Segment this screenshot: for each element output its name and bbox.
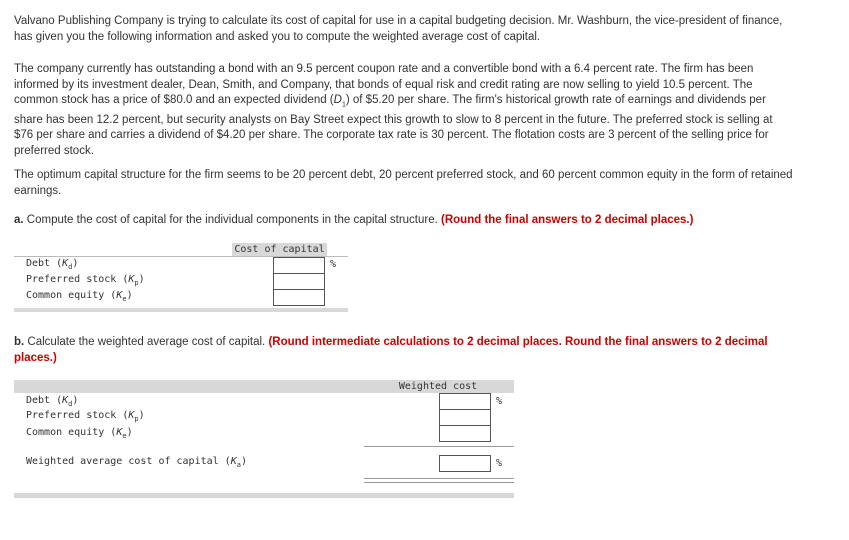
equity-weighted-input[interactable] — [439, 425, 491, 442]
part-a-letter: a. — [14, 214, 24, 226]
facts-text-b: ) of $5.20 per share. The firm's historical growth rate of earnings and dividends per share has been 12.2 percent, but security analysts on Bay Street expect this growth to slow to 8 percent in the future. The preferred stock is selling at $76 per share and carries a dividend of $4.20 per share. The corporate tax rate is 30 percent. The flotation costs are 3 percent of the selling price for preferred stock. — [14, 94, 773, 157]
debt-weighted-input[interactable] — [439, 393, 491, 410]
sum-rule — [364, 446, 514, 447]
percent-symbol: % — [330, 259, 337, 270]
preferred-weighted-input[interactable] — [439, 409, 491, 426]
percent-symbol-wacc: % — [496, 458, 503, 469]
preferred-cost-input[interactable] — [273, 273, 325, 290]
dividend-symbol: D — [333, 94, 342, 106]
weighted-cost-header: Weighted cost — [398, 381, 478, 392]
total-rule-2 — [364, 482, 514, 483]
equity-row-label: Common equity $(K_e)$ — [26, 290, 133, 303]
debt-row-label: Debt $(K_d)$ — [26, 258, 79, 271]
table-a-bottom-bar — [14, 308, 348, 312]
part-b-letter: b. — [14, 336, 25, 348]
intro-paragraph: Valvano Publishing Company is trying to calculate its cost of capital for use in a capital budgeting decision. Mr. Washburn, the vice-president of finance, has given you the following information and asked you to compute the weighted average cost of capital. — [14, 15, 783, 43]
debt-cost-input[interactable] — [273, 257, 325, 274]
preferred-row-label-b: Preferred stock $(K_p)$ — [26, 410, 145, 423]
structure-paragraph: The optimum capital structure for the firm seems to be 20 percent debt, 20 percent preferred stock, and 60 percent common equity in the form of retained earnings. — [14, 169, 793, 197]
debt-row-label-b: Debt $(K_d)$ — [26, 395, 79, 408]
dividend-subscript: 1 — [341, 101, 346, 109]
part-a-prompt — [14, 213, 794, 229]
equity-cost-input[interactable] — [273, 289, 325, 306]
facts-text-a: The company currently has outstanding a bond with an 9.5 percent coupon rate and a convertible bond with a 6.4 percent rate. The firm has been informed by its investment dealer, Dean, Smith, and Company, that bonds of equal risk and credit rating are now selling to yield 10.5 percent. The common stock has a price of $80.0 and an expected dividend ( — [14, 63, 754, 106]
part-a-text: Compute the cost of capital for the individual components in the capital structure. — [23, 214, 442, 226]
wacc-input[interactable] — [439, 455, 491, 472]
table-b-bottom-bar — [14, 493, 514, 498]
cost-of-capital-header: Cost of capital — [232, 243, 327, 256]
wacc-row-label: Weighted average cost of capital $(K_a)$ — [26, 456, 247, 469]
part-b-instruction: (Round intermediate calculations to 2 decimal places. Round the final answers to 2 decimal places.) — [14, 336, 768, 364]
total-rule-1 — [364, 478, 514, 479]
percent-symbol-b: % — [496, 396, 503, 407]
facts-paragraph — [14, 62, 794, 159]
part-b-text: Calculate the weighted average cost of capital. — [24, 336, 269, 348]
part-a-instruction: (Round the final answers to 2 decimal places.) — [441, 214, 694, 226]
preferred-row-label: Preferred stock $(K_p)$ — [26, 274, 145, 287]
equity-row-label-b: Common equity $(K_e)$ — [26, 427, 133, 440]
part-b-prompt — [14, 335, 794, 366]
